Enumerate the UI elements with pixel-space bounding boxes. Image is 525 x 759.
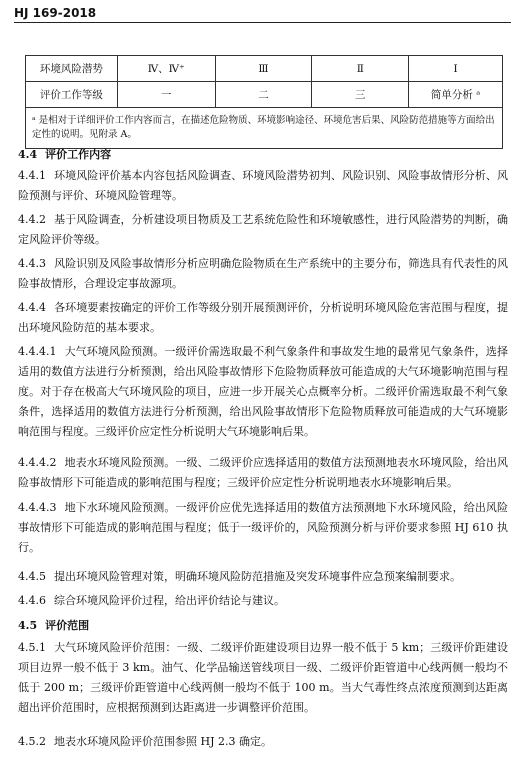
- clause-number: 4.4.2: [18, 213, 46, 226]
- clause-text: 地表水环境风险评价范围参照 HJ 2.3 确定。: [54, 735, 272, 748]
- section-number: 4.4: [18, 148, 38, 161]
- table-cell: 二: [215, 82, 312, 108]
- paragraph: [18, 298, 508, 338]
- section-heading: [18, 146, 111, 162]
- clause-number: 4.4.4.3: [18, 501, 57, 514]
- clause-text: 大气环境风险评价范围：一级、二级评价距建设项目边界一般不低于 5 km；三级评价距建设项目边界一般不低于 3 km。油气、化学品输送管线项目一级、二级评价距管道中心线两侧一般均不低于 200 m；三级评价距管道中心线两侧一般均不低于 100 m。当大气毒性终点浓度预测到达距离超出评价范围时，应根据预测到达距离进一步调整评价范围。: [18, 641, 508, 714]
- clause-text: 提出环境风险管理对策，明确环境风险防范措施及突发环境事件应急预案编制要求。: [54, 570, 461, 583]
- table-cell: 环境风险潜势: [26, 56, 118, 82]
- table-cell: Ⅰ: [409, 56, 503, 82]
- clause-text: 各环境要素按确定的评价工作等级分别开展预测评价，分析说明环境风险危害范围与程度，提出环境风险防范的基本要求。: [18, 301, 508, 334]
- clause-text: 环境风险评价基本内容包括风险调查、环境风险潜势初判、风险识别、风险事故情形分析、风险预测与评价、环境风险管理等。: [18, 169, 508, 202]
- clause-number: 4.4.5: [18, 570, 46, 583]
- table-row: [26, 82, 503, 108]
- paragraph: [18, 591, 508, 611]
- paragraph: [18, 498, 508, 558]
- clause-number: 4.4.4.1: [18, 345, 57, 358]
- clause-number: 4.4.4: [18, 301, 46, 314]
- paragraph: [18, 453, 508, 493]
- document-code: HJ 169-2018: [14, 6, 97, 20]
- header-divider: [14, 22, 511, 23]
- clause-text: 地下水环境风险预测。一级评价应优先选择适用的数值方法预测地下水环境风险，给出风险事故情形下可能造成的影响范围与程度；低于一级评价的，风险预测分析与评价要求参照 HJ 610 执行。: [18, 501, 508, 554]
- table-cell: 简单分析 ᵃ: [409, 82, 503, 108]
- paragraph: [18, 638, 508, 718]
- clause-number: 4.5.2: [18, 735, 46, 748]
- table-row: [26, 56, 503, 82]
- paragraph: [18, 567, 508, 587]
- table-cell: 三: [312, 82, 409, 108]
- clause-text: 风险识别及风险事故情形分析应明确危险物质在生产系统中的主要分布，筛选具有代表性的风险事故情形，合理设定事故源项。: [18, 257, 508, 290]
- clause-text: 基于风险调查，分析建设项目物质及工艺系统危险性和环境敏感性，进行风险潜势的判断，确定风险评价等级。: [18, 213, 508, 246]
- paragraph: [18, 210, 508, 250]
- clause-text: 综合环境风险评价过程，给出评价结论与建议。: [54, 594, 285, 607]
- clause-number: 4.4.3: [18, 257, 46, 270]
- table-cell: 评价工作等级: [26, 82, 118, 108]
- section-title: 评价工作内容: [45, 148, 112, 161]
- clause-number: 4.5.1: [18, 641, 46, 654]
- clause-number: 4.4.1: [18, 169, 46, 182]
- table-cell: 一: [117, 82, 215, 108]
- table-cell: Ⅲ: [215, 56, 312, 82]
- table-cell: Ⅳ、Ⅳ⁺: [117, 56, 215, 82]
- paragraph: [18, 732, 508, 752]
- risk-level-table: [25, 55, 503, 149]
- clause-number: 4.4.4.2: [18, 456, 57, 469]
- paragraph: [18, 254, 508, 294]
- section-number: 4.5: [18, 619, 38, 632]
- table-note-row: [26, 108, 503, 149]
- table-cell: Ⅱ: [312, 56, 409, 82]
- section-heading: [18, 617, 89, 633]
- clause-text: 地表水环境风险预测。一级、二级评价应选择适用的数值方法预测地表水环境风险，给出风险事故情形下可能造成的影响范围与程度；三级评价应定性分析说明地表水环境影响后果。: [18, 456, 508, 489]
- clause-number: 4.4.6: [18, 594, 46, 607]
- clause-text: 大气环境风险预测。一级评价需选取最不利气象条件和事故发生地的最常见气象条件，选择适用的数值方法进行分析预测，给出风险事故情形下危险物质释放可能造成的大气环境影响范围与程度。对于存在极高大气环境风险的项目，应进一步开展关心点概率分析。二级评价需选取最不利气象条件，选择适用的数值方法进行分析预测，给出风险事故情形下危险物质释放可能造成的大气环境影响范围与程度。三级评价应定性分析说明大气环境影响后果。: [18, 345, 508, 438]
- table-note: ᵃ 是相对于详细评价工作内容而言，在描述危险物质、环境影响途径、环境危害后果、风险防范措施等方面给出定性的说明。见附录 A。: [26, 108, 503, 149]
- paragraph: [18, 166, 508, 206]
- paragraph: [18, 342, 508, 442]
- section-title: 评价范围: [45, 619, 90, 632]
